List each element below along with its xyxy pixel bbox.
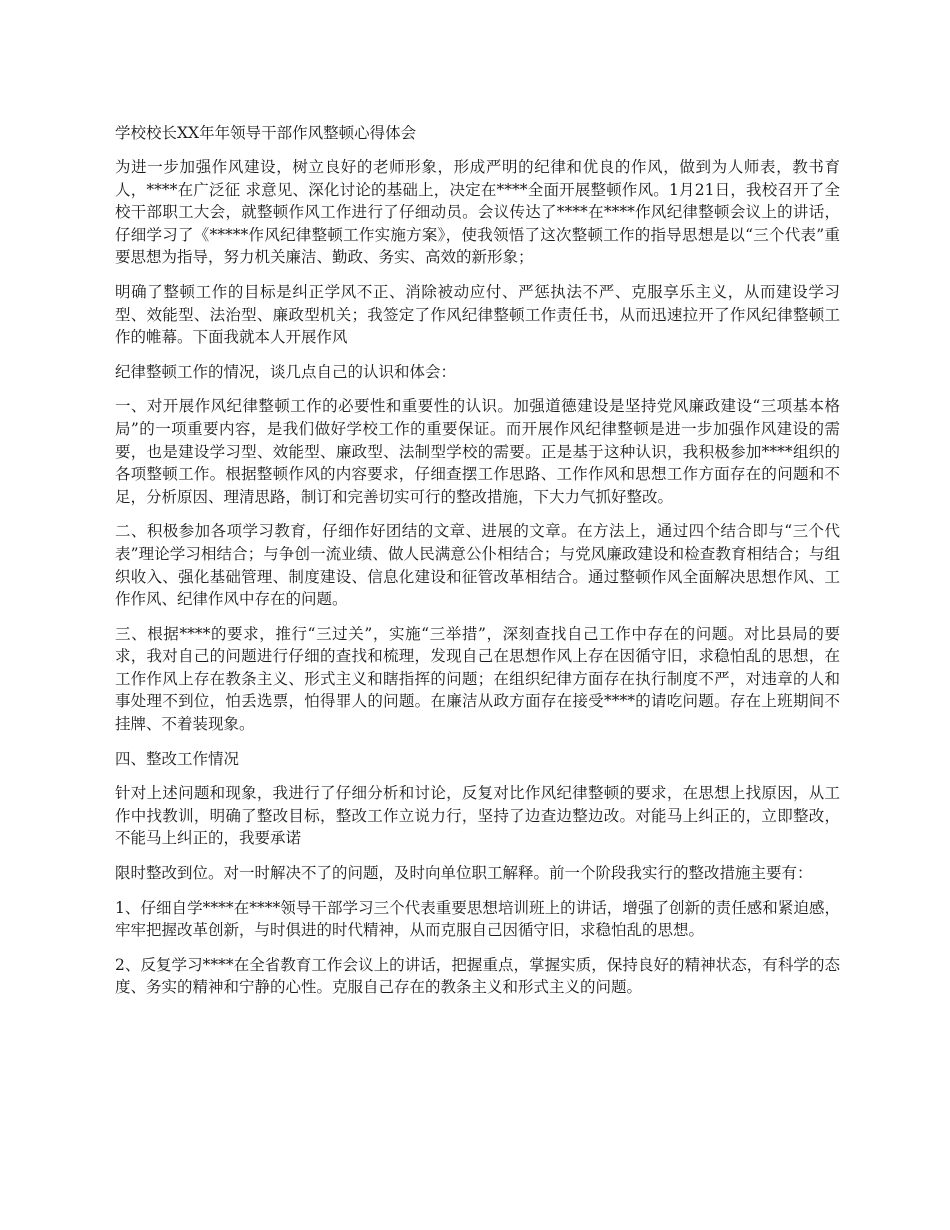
document-page [115, 122, 840, 1011]
paragraph-measure-2: 2、反复学习****在全省教育工作会议上的讲话，把握重点，掌握实质，保持良好的精神状态，有科学的态度、务实的精神和宁静的心性。克服自己存在的教条主义和形式主义的问题。 [115, 955, 840, 997]
paragraph-goals: 明确了整顿工作的目标是纠正学风不正、消除被动应付、严惩执法不严、克服享乐主义，从而建设学习型、效能型、法治型、廉政型机关；我签定了作风纪律整顿工作责任书，从而迅速拉开了作风纪律整顿工作的帷幕。下面我就本人开展作风 [115, 282, 840, 347]
paragraph-section-3: 三、根据****的要求，推行“三过关”，实施“三举措”，深刻查找自己工作中存在的问题。对比县局的要求，我对自己的问题进行仔细的查找和梳理，发现自己在思想作风上存在因循守旧，求稳怕乱的思想，在工作作风上存在教条主义、形式主义和瞎指挥的问题；在组织纪律方面存在执行制度不严，对违章的人和事处理不到位，怕丢选票，怕得罪人的问题。在廉洁从政方面存在接受****的请吃问题。存在上班期间不挂牌、不着装现象。 [115, 624, 840, 734]
paragraph-section-2: 二、积极参加各项学习教育，仔细作好团结的文章、进展的文章。在方法上，通过四个结合即与“三个代表”理论学习相结合；与争创一流业绩、做人民满意公仆相结合；与党风廉政建设和检查教育相结合；与组织收入、强化基础管理、制度建设、信息化建设和征管改革相结合。通过整顿作风全面解决思想作风、工作作风、纪律作风中存在的问题。 [115, 522, 840, 609]
paragraph-measure-1: 1、仔细自学****在****领导干部学习三个代表重要思想培训班上的讲话，增强了创新的责任感和紧迫感，牢牢把握改革创新，与时俱进的时代精神，从而克服自己因循守旧，求稳怕乱的思想。 [115, 898, 840, 940]
paragraph-intro: 为进一步加强作风建设，树立良好的老师形象，形成严明的纪律和优良的作风，做到为人师表，教书育人，****在广泛征 求意见、深化讨论的基础上，决定在****全面开展整顿作风。1月21日，我校召开了全校干部职工大会，就整顿作风工作进行了仔细动员。会议传达了****在****作风纪律整顿会议上的讲话，仔细学习了《*****作风纪律整顿工作实施方案》，使我领悟了这次整顿工作的指导思想是以“三个代表”重要思想为指导，努力机关廉洁、勤政、务实、高效的新形象； [115, 158, 840, 267]
paragraph-rectification: 针对上述问题和现象，我进行了仔细分析和讨论，反复对比作风纪律整顿的要求，在思想上找原因，从工作中找教训，明确了整改目标，整改工作立说力行，坚持了边查边整边改。对能马上纠正的，立即整改，不能马上纠正的，我要承诺 [115, 784, 840, 848]
section-heading-4: 四、整改工作情况 [115, 749, 240, 768]
document-title: 学校校长XX年年领导干部作风整顿心得体会 [115, 124, 417, 142]
paragraph-lead-in: 纪律整顿工作的情况，谈几点自己的认识和体会： [115, 362, 457, 381]
paragraph-section-1: 一、对开展作风纪律整顿工作的必要性和重要性的认识。加强道德建设是坚持党风廉政建设“三项基本格局”的一项重要内容，是我们做好学校工作的重要保证。而开展作风纪律整顿是进一步加强作风建设的需要，也是建设学习型、效能型、廉政型、法制型学校的需要。正是基于这种认识，我积极参加****组织的各项整顿工作。根据整顿作风的内容要求，仔细查摆工作思路、工作作风和思想工作方面存在的问题和不足，分析原因、理清思路，制订和完善切实可行的整改措施，下大力气抓好整改。 [115, 397, 840, 506]
paragraph-rectification-cont: 限时整改到位。对一时解决不了的问题，及时向单位职工解释。前一个阶段我实行的整改措施主要有： [115, 864, 813, 883]
